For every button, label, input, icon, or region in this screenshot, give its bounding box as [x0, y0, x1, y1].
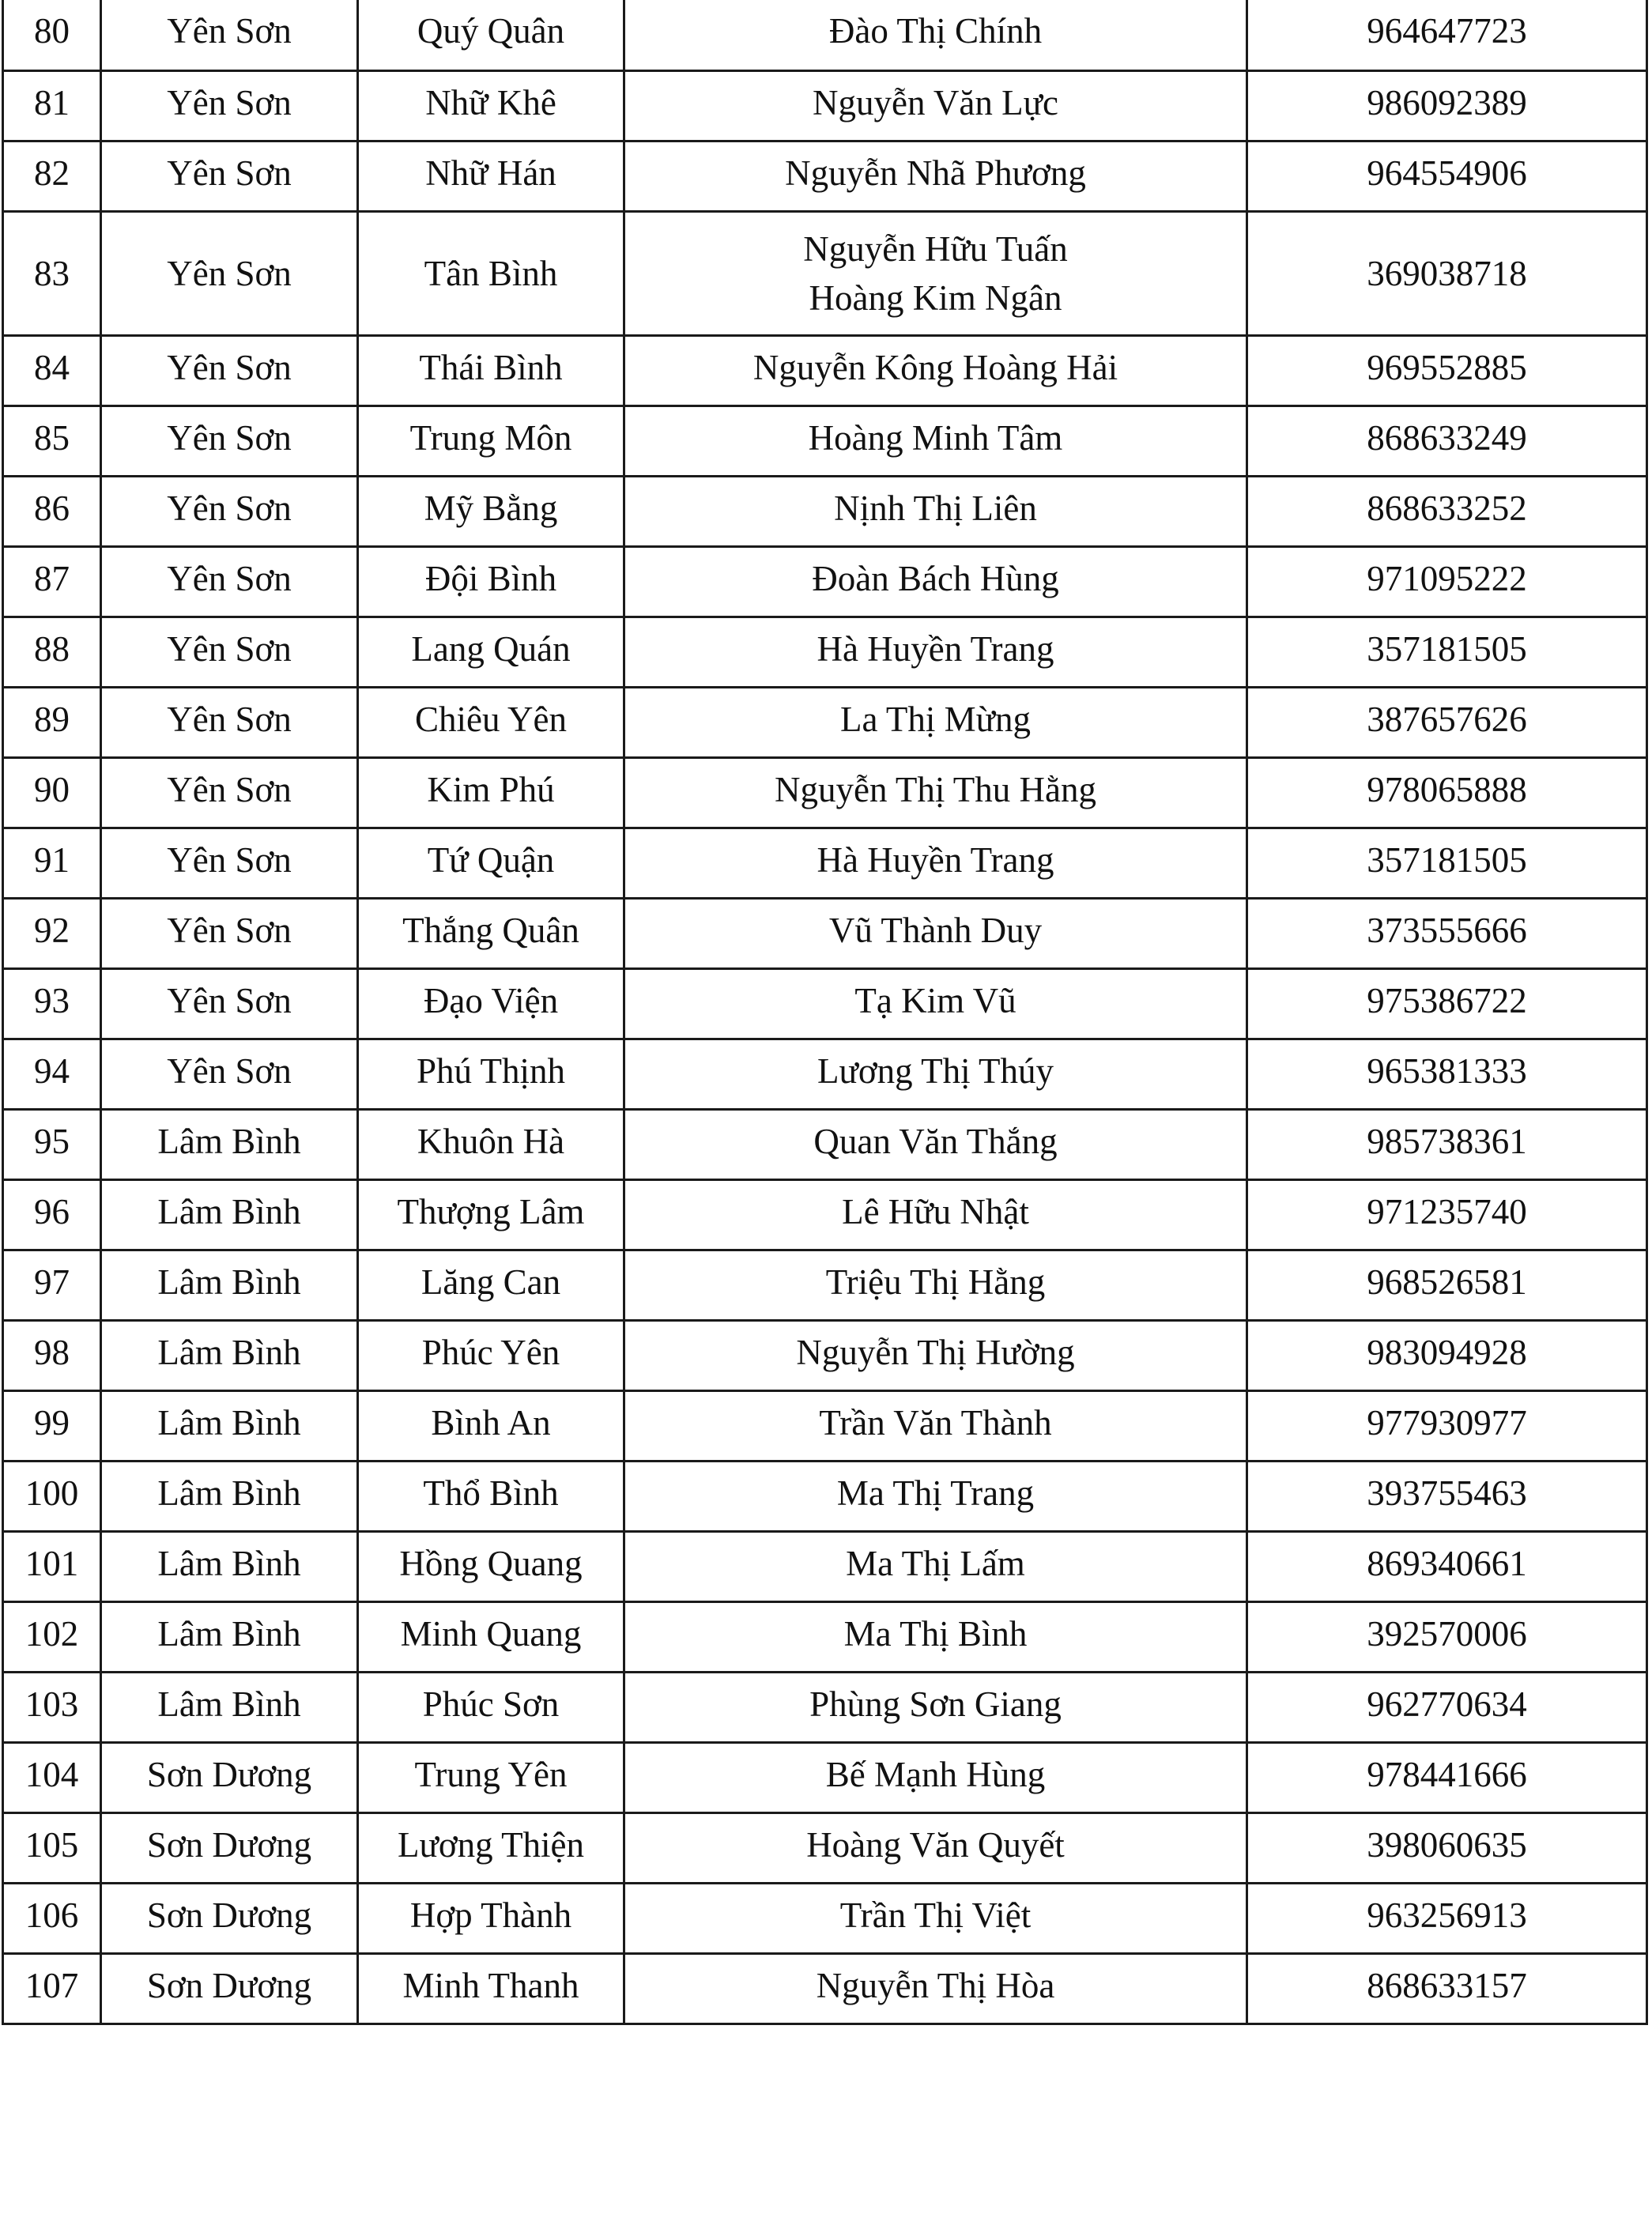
phone-cell: 986092389: [1247, 70, 1647, 141]
table-row: [3, 968, 1647, 1039]
phone-cell: 962770634: [1247, 1672, 1647, 1742]
contact-name: Hoàng Kim Ngân: [809, 277, 1062, 318]
contact-name-cell: [624, 968, 1247, 1039]
district-cell: Yên Sơn: [101, 211, 358, 335]
contact-name-cell: [624, 0, 1247, 70]
phone-cell: 398060635: [1247, 1812, 1647, 1883]
row-number-cell: 89: [3, 687, 101, 757]
row-number-cell: 85: [3, 405, 101, 476]
row-number-cell: 100: [3, 1461, 101, 1531]
district-cell: Lâm Bình: [101, 1320, 358, 1390]
table-row: [3, 546, 1647, 617]
phone-cell: 357181505: [1247, 828, 1647, 898]
row-number-cell: 87: [3, 546, 101, 617]
phone-cell: 868633157: [1247, 1953, 1647, 2024]
contact-name-cell: [624, 141, 1247, 211]
district-cell: Lâm Bình: [101, 1531, 358, 1601]
contact-name-cell: [624, 1672, 1247, 1742]
commune-cell: Lăng Can: [358, 1250, 624, 1320]
phone-cell: 373555666: [1247, 898, 1647, 968]
row-number-cell: 83: [3, 211, 101, 335]
phone-cell: 971095222: [1247, 546, 1647, 617]
contact-name: Triệu Thị Hằng: [825, 1262, 1046, 1302]
phone-cell: 393755463: [1247, 1461, 1647, 1531]
contact-name: Lương Thị Thúy: [817, 1050, 1054, 1091]
contact-name: Hà Huyền Trang: [817, 628, 1054, 669]
district-cell: Yên Sơn: [101, 141, 358, 211]
phone-cell: 868633252: [1247, 476, 1647, 546]
row-number-cell: 91: [3, 828, 101, 898]
district-cell: Lâm Bình: [101, 1179, 358, 1250]
row-number-cell: 105: [3, 1812, 101, 1883]
row-number-cell: 93: [3, 968, 101, 1039]
phone-cell: 387657626: [1247, 687, 1647, 757]
table-row: [3, 141, 1647, 211]
phone-cell: 369038718: [1247, 211, 1647, 335]
district-cell: Lâm Bình: [101, 1390, 358, 1461]
row-number-cell: 82: [3, 141, 101, 211]
contact-name: Đoàn Bách Hùng: [812, 558, 1059, 598]
table-row: [3, 828, 1647, 898]
contact-name: Nguyễn Nhã Phương: [785, 153, 1086, 193]
contact-name-cell: [624, 617, 1247, 687]
row-number-cell: 98: [3, 1320, 101, 1390]
contact-name: Hà Huyền Trang: [817, 839, 1054, 880]
commune-cell: Thổ Bình: [358, 1461, 624, 1531]
contact-name-cell: [624, 211, 1247, 335]
row-number-cell: 88: [3, 617, 101, 687]
phone-cell: 978441666: [1247, 1742, 1647, 1812]
phone-cell: 963256913: [1247, 1883, 1647, 1953]
commune-cell: Hồng Quang: [358, 1531, 624, 1601]
contact-name-cell: [624, 687, 1247, 757]
contact-name-cell: [624, 1250, 1247, 1320]
table-row: [3, 1601, 1647, 1672]
commune-cell: Phúc Yên: [358, 1320, 624, 1390]
district-cell: Sơn Dương: [101, 1742, 358, 1812]
commune-cell: Đạo Viện: [358, 968, 624, 1039]
district-cell: Lâm Bình: [101, 1109, 358, 1179]
commune-cell: Quý Quân: [358, 0, 624, 70]
contact-name-cell: [624, 1531, 1247, 1601]
contact-name: Nguyễn Thị Hường: [796, 1332, 1075, 1372]
contact-name-cell: [624, 828, 1247, 898]
district-cell: Sơn Dương: [101, 1812, 358, 1883]
contact-name-cell: [624, 1320, 1247, 1390]
commune-cell: Khuôn Hà: [358, 1109, 624, 1179]
contact-name-cell: [624, 546, 1247, 617]
contact-name: Phùng Sơn Giang: [809, 1684, 1062, 1724]
contact-name: Trần Thị Việt: [839, 1895, 1032, 1935]
contact-name-cell: [624, 1179, 1247, 1250]
commune-cell: Đội Bình: [358, 546, 624, 617]
contact-name-cell: [624, 405, 1247, 476]
commune-cell: Tân Bình: [358, 211, 624, 335]
row-number-cell: 92: [3, 898, 101, 968]
phone-cell: 983094928: [1247, 1320, 1647, 1390]
table-row: [3, 70, 1647, 141]
district-cell: Yên Sơn: [101, 335, 358, 405]
table-row: [3, 335, 1647, 405]
row-number-cell: 90: [3, 757, 101, 828]
contact-name-cell: [624, 1953, 1247, 2024]
row-number-cell: 101: [3, 1531, 101, 1601]
contact-name: Nguyễn Hữu Tuấn: [803, 228, 1068, 269]
row-number-cell: 81: [3, 70, 101, 141]
table-row: [3, 1531, 1647, 1601]
contact-name: Hoàng Minh Tâm: [808, 417, 1063, 458]
contact-name: Bế Mạnh Hùng: [825, 1754, 1046, 1794]
commune-cell: Mỹ Bằng: [358, 476, 624, 546]
contact-name-cell: [624, 1601, 1247, 1672]
district-cell: Yên Sơn: [101, 898, 358, 968]
row-number-cell: 95: [3, 1109, 101, 1179]
table-row: [3, 211, 1647, 335]
table-body: [3, 0, 1647, 2024]
phone-cell: 869340661: [1247, 1531, 1647, 1601]
commune-cell: Nhữ Hán: [358, 141, 624, 211]
contact-name-cell: [624, 476, 1247, 546]
contact-name-cell: [624, 70, 1247, 141]
row-number-cell: 96: [3, 1179, 101, 1250]
contact-name-cell: [624, 757, 1247, 828]
district-cell: Lâm Bình: [101, 1250, 358, 1320]
row-number-cell: 102: [3, 1601, 101, 1672]
table-row: [3, 1320, 1647, 1390]
district-cell: Yên Sơn: [101, 0, 358, 70]
contact-name: Ma Thị Bình: [843, 1613, 1028, 1654]
contact-name: Nguyễn Kông Hoàng Hải: [752, 347, 1118, 387]
district-cell: Yên Sơn: [101, 546, 358, 617]
row-number-cell: 84: [3, 335, 101, 405]
phone-cell: 868633249: [1247, 405, 1647, 476]
table-row: [3, 1179, 1647, 1250]
district-cell: Yên Sơn: [101, 968, 358, 1039]
table-row: [3, 1390, 1647, 1461]
contact-name: Nguyễn Văn Lực: [813, 82, 1058, 123]
commune-cell: Hợp Thành: [358, 1883, 624, 1953]
commune-cell: Lang Quán: [358, 617, 624, 687]
phone-cell: 357181505: [1247, 617, 1647, 687]
district-cell: Yên Sơn: [101, 476, 358, 546]
contact-name: Hoàng Văn Quyết: [806, 1824, 1065, 1865]
district-cell: Yên Sơn: [101, 70, 358, 141]
district-cell: Sơn Dương: [101, 1953, 358, 2024]
commune-cell: Phú Thịnh: [358, 1039, 624, 1109]
row-number-cell: 86: [3, 476, 101, 546]
contact-name: Quan Văn Thắng: [813, 1121, 1058, 1161]
contact-name: Ma Thị Trang: [836, 1473, 1035, 1513]
district-cell: Yên Sơn: [101, 828, 358, 898]
commune-cell: Minh Quang: [358, 1601, 624, 1672]
contact-name: Nịnh Thị Liên: [834, 488, 1037, 528]
commune-cell: Lương Thiện: [358, 1812, 624, 1883]
contact-name-cell: [624, 1883, 1247, 1953]
contact-name-cell: [624, 1742, 1247, 1812]
commune-cell: Kim Phú: [358, 757, 624, 828]
district-cell: Lâm Bình: [101, 1461, 358, 1531]
commune-cell: Minh Thanh: [358, 1953, 624, 2024]
phone-cell: 968526581: [1247, 1250, 1647, 1320]
district-cell: Sơn Dương: [101, 1883, 358, 1953]
commune-cell: Bình An: [358, 1390, 624, 1461]
phone-cell: 964554906: [1247, 141, 1647, 211]
contact-name: Vũ Thành Duy: [828, 910, 1043, 950]
district-cell: Yên Sơn: [101, 405, 358, 476]
row-number-cell: 80: [3, 0, 101, 70]
row-number-cell: 99: [3, 1390, 101, 1461]
contact-name: Nguyễn Thị Hòa: [816, 1965, 1055, 2005]
phone-cell: 971235740: [1247, 1179, 1647, 1250]
commune-cell: Thắng Quân: [358, 898, 624, 968]
phone-cell: 978065888: [1247, 757, 1647, 828]
commune-cell: Trung Yên: [358, 1742, 624, 1812]
contact-table: [2, 0, 1648, 2025]
commune-cell: Tứ Quận: [358, 828, 624, 898]
contact-name: Trần Văn Thành: [819, 1402, 1052, 1443]
phone-cell: 975386722: [1247, 968, 1647, 1039]
table-row: [3, 1109, 1647, 1179]
district-cell: Yên Sơn: [101, 1039, 358, 1109]
district-cell: Yên Sơn: [101, 617, 358, 687]
contact-name-cell: [624, 335, 1247, 405]
commune-cell: Thái Bình: [358, 335, 624, 405]
commune-cell: Phúc Sơn: [358, 1672, 624, 1742]
contact-name-cell: [624, 1109, 1247, 1179]
commune-cell: Trung Môn: [358, 405, 624, 476]
contact-name: Tạ Kim Vũ: [854, 980, 1016, 1020]
row-number-cell: 97: [3, 1250, 101, 1320]
table-row: [3, 405, 1647, 476]
contact-name-cell: [624, 898, 1247, 968]
contact-name: Lê Hữu Nhật: [842, 1191, 1029, 1231]
table-row: [3, 1742, 1647, 1812]
row-number-cell: 107: [3, 1953, 101, 2024]
phone-cell: 392570006: [1247, 1601, 1647, 1672]
contact-name: Ma Thị Lấm: [846, 1543, 1025, 1583]
table-row: [3, 1039, 1647, 1109]
district-cell: Lâm Bình: [101, 1672, 358, 1742]
table-row: [3, 1812, 1647, 1883]
district-cell: Yên Sơn: [101, 687, 358, 757]
contact-name-cell: [624, 1812, 1247, 1883]
table-row: [3, 1461, 1647, 1531]
contact-name-cell: [624, 1390, 1247, 1461]
row-number-cell: 106: [3, 1883, 101, 1953]
table-row: [3, 757, 1647, 828]
phone-cell: 977930977: [1247, 1390, 1647, 1461]
table-row: [3, 617, 1647, 687]
phone-cell: 985738361: [1247, 1109, 1647, 1179]
table-row: [3, 476, 1647, 546]
commune-cell: Nhữ Khê: [358, 70, 624, 141]
table-row: [3, 1883, 1647, 1953]
row-number-cell: 103: [3, 1672, 101, 1742]
table-row: [3, 687, 1647, 757]
contact-name: Đào Thị Chính: [828, 11, 1043, 51]
table-row: [3, 898, 1647, 968]
row-number-cell: 104: [3, 1742, 101, 1812]
table-row: [3, 1250, 1647, 1320]
district-cell: Yên Sơn: [101, 757, 358, 828]
commune-cell: Chiêu Yên: [358, 687, 624, 757]
table-row: [3, 1672, 1647, 1742]
contact-name: La Thị Mừng: [839, 699, 1032, 739]
table-row: [3, 0, 1647, 70]
contact-name: Nguyễn Thị Thu Hằng: [774, 769, 1097, 809]
table-row: [3, 1953, 1647, 2024]
contact-name-cell: [624, 1039, 1247, 1109]
phone-cell: 965381333: [1247, 1039, 1647, 1109]
row-number-cell: 94: [3, 1039, 101, 1109]
commune-cell: Thượng Lâm: [358, 1179, 624, 1250]
district-cell: Lâm Bình: [101, 1601, 358, 1672]
contact-name-cell: [624, 1461, 1247, 1531]
phone-cell: 964647723: [1247, 0, 1647, 70]
phone-cell: 969552885: [1247, 335, 1647, 405]
